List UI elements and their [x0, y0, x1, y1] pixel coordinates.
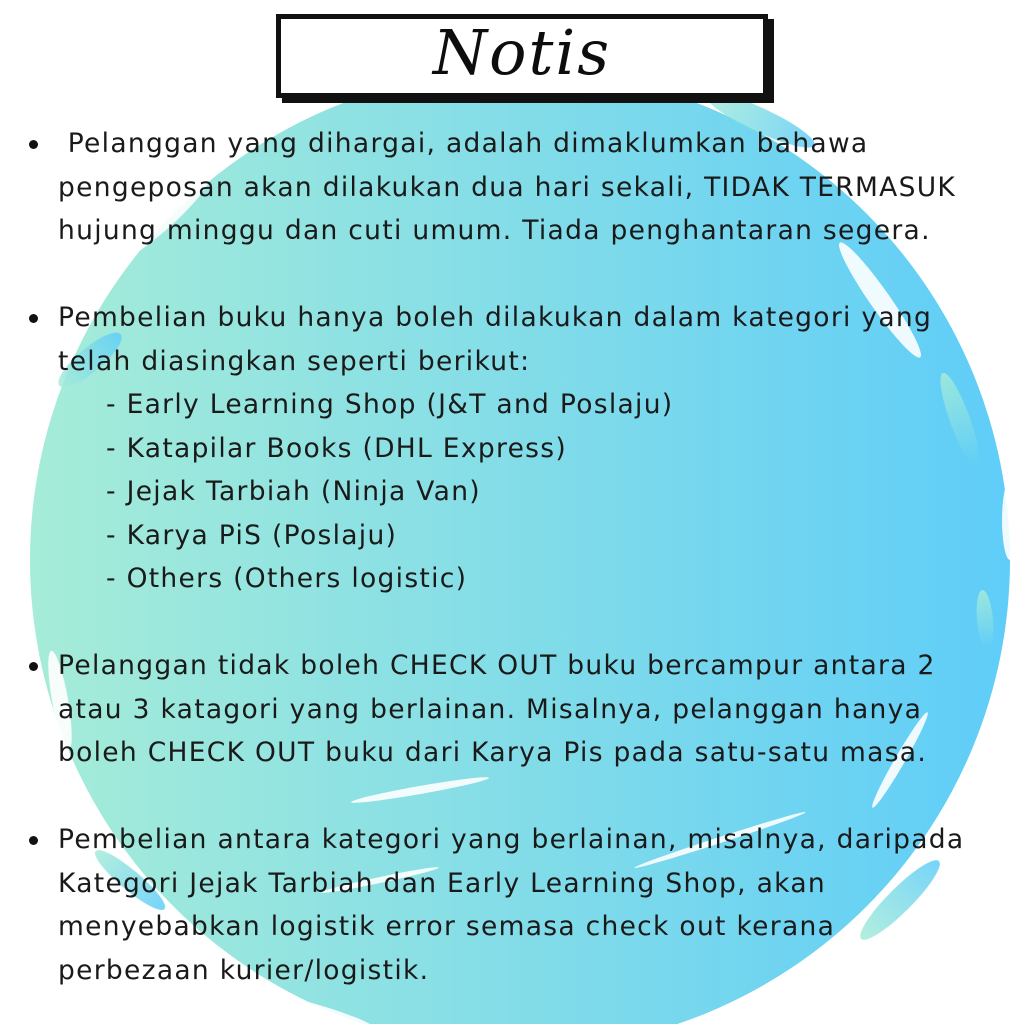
notice-item-3: [58, 644, 998, 775]
title-box: [276, 14, 768, 98]
category-item: - Jejak Tarbiah (Ninja Van): [106, 476, 481, 507]
notice-line: perbezaan kurier/logistik.: [58, 954, 430, 986]
notice-line: boleh CHECK OUT buku dari Karya Pis pada satu-satu masa.: [58, 737, 928, 768]
bullet-icon: [29, 140, 38, 149]
notice-line: Pembelian buku hanya boleh dilakukan dalam kategori yang: [58, 302, 933, 333]
notice-item-1: [58, 122, 998, 253]
category-item: - Early Learning Shop (J&T and Poslaju): [106, 389, 674, 420]
notice-line: Pembelian antara kategori yang berlainan, misalnya, daripada: [58, 824, 965, 855]
notice-line: Pelanggan yang dihargai, adalah dimaklumkan bahawa: [58, 128, 869, 159]
notice-line: menyebabkan logistik error semasa check out kerana: [58, 911, 836, 942]
notice-item-2: [58, 296, 998, 601]
bullet-icon: [29, 836, 38, 845]
category-item: - Karya PiS (Poslaju): [106, 519, 398, 551]
notice-line: telah diasingkan seperti berikut:: [58, 345, 531, 377]
notice-line: pengeposan akan dilakukan dua hari sekali, TIDAK TERMASUK: [58, 171, 957, 203]
notice-list: [58, 122, 998, 992]
notice-line: hujung minggu dan cuti umum. Tiada penghantaran segera.: [58, 215, 931, 246]
notice-item-4: [58, 818, 998, 992]
bullet-icon: [29, 314, 38, 323]
page-title: Notis: [432, 16, 612, 89]
notice-line: Kategori Jejak Tarbiah dan Early Learning Shop, akan: [58, 867, 826, 899]
bullet-icon: [29, 662, 38, 671]
category-list: [58, 383, 998, 601]
notice-line: Pelanggan tidak boleh CHECK OUT buku bercampur antara 2: [58, 650, 936, 681]
category-item: - Others (Others logistic): [106, 563, 468, 594]
notice-line: atau 3 katagori yang berlainan. Misalnya, pelanggan hanya: [58, 693, 923, 725]
category-item: - Katapilar Books (DHL Express): [106, 432, 568, 464]
